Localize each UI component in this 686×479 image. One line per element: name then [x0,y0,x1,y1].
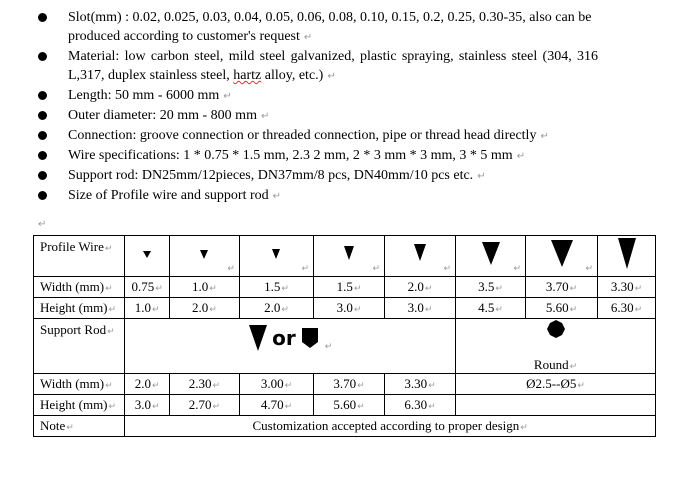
bullet-text [68,126,598,146]
width-cell: 1.0↵ [169,277,239,298]
width-cell: 3.70↵ [526,277,598,298]
support-height-cell: 5.60↵ [314,395,385,416]
profile-triangle-icon [409,241,431,267]
profile-shape-cell: ↵ [314,236,385,277]
round-rod-cell [456,319,656,374]
return-mark-icon: ↵ [477,171,486,182]
profile-shape-cell: ↵ [526,236,598,277]
support-width-cell: 3.00↵ [239,374,313,395]
bullet-wire-spec [38,146,598,166]
profile-shape-cell [125,236,170,277]
support-width-cell: 3.30↵ [385,374,456,395]
width-cell: 1.5↵ [239,277,313,298]
material-text-end: alloy, etc.) [261,68,324,83]
width-cell: 3.5↵ [456,277,526,298]
round-rod-icon [546,319,566,339]
note-label: Note↵ [34,416,125,437]
profile-triangle-icon [340,243,358,265]
bullet-dot [38,52,47,61]
profile-triangle-icon [614,236,640,272]
support-height-cell: 3.0↵ [125,395,170,416]
bullet-support-rod [38,166,598,186]
height-label: Height (mm)↵ [34,298,125,319]
bullet-dot [38,191,47,200]
bullet-text: Slot(mm) : 0.02, 0.025, 0.03, 0.04, 0.05, 0.06, 0.08, 0.10, 0.15, 0.2, 0.25, 0.30-35, also can be produced according to customer's request [68,10,592,44]
round-label: Round [533,357,569,372]
profile-wire-label: Profile Wire↵ [34,236,125,277]
width-label: Width (mm)↵ [34,277,125,298]
return-mark-icon: ↵ [516,151,526,162]
profile-triangle-icon [196,246,212,262]
bullet-text: Wire specifications: 1 * 0.75 * 1.5 mm, 2.3 2 mm, 2 * 3 mm * 3 mm, 3 * 5 mm [68,148,513,163]
width-cell: 1.5↵ [314,277,385,298]
spec-table [33,235,656,437]
keystone-rod-icon [300,326,320,350]
profile-shape-cell: ↵ [456,236,526,277]
profile-shape-cell: ↵ [385,236,456,277]
profile-triangle-icon [547,237,577,271]
width-label: Width (mm)↵ [34,374,125,395]
bullet-dot [38,171,47,180]
support-shape-cell [125,319,456,374]
spec-bullet-list [38,8,598,206]
bullet-dot [38,151,47,160]
support-height-cell: 6.30↵ [385,395,456,416]
support-shapes: or ↵ [129,324,451,352]
profile-height-row [34,298,656,319]
width-cell: 3.30↵ [598,277,656,298]
height-cell: 3.0↵ [314,298,385,319]
profile-shape-cell [598,236,656,277]
return-mark-icon: ↵ [223,91,232,102]
support-width-cell: 2.0↵ [125,374,170,395]
profile-triangle-icon [140,247,154,261]
bullet-size [38,186,598,206]
height-cell: 2.0↵ [239,298,313,319]
height-cell: 1.0↵ [125,298,170,319]
support-height-cell: 4.70↵ [239,395,313,416]
note-row [34,416,656,437]
note-text: Customization accepted according to proper design↵ [125,416,656,437]
bullet-text: Length: 50 mm - 6000 mm [68,88,220,103]
bullet-text: Outer diameter: 20 mm - 800 mm [68,108,257,123]
bullet-dot [38,111,47,120]
bullet-dot [38,91,47,100]
profile-shape-cell: ↵ [239,236,313,277]
or-text: or [272,326,296,350]
profile-triangle-icon [478,239,504,269]
return-mark-icon: ↵ [327,71,336,82]
width-cell: 0.75↵ [125,277,170,298]
support-rod-row [34,319,656,374]
round-rod: Round↵ [460,319,651,373]
bullet-connection [38,126,598,146]
empty-cell [456,395,656,416]
bullet-dot [38,131,47,140]
bullet-text: Support rod: DN25mm/12pieces, DN37mm/8 pcs, DN40mm/10 pcs etc. [68,168,474,183]
support-width-cell: 3.70↵ [314,374,385,395]
return-mark-icon: ↵ [272,191,282,202]
support-height-cell: 2.70↵ [169,395,239,416]
bullet-material [38,47,598,86]
material-text-start: Material: low carbon steel, mild steel galvanized, plastic spraying, stainless steel (304, 316 L,317, duplex stainless steel, [68,49,598,83]
bullet-slot [38,8,598,47]
support-rod-label: Support Rod↵ [34,319,125,374]
return-mark-icon: ↵ [38,219,47,230]
bullet-outer-diameter [38,106,598,126]
height-cell: 3.0↵ [385,298,456,319]
profile-wire-row [34,236,656,277]
height-cell: 4.5↵ [456,298,526,319]
height-cell: 2.0↵ [169,298,239,319]
support-width-cell: 2.30↵ [169,374,239,395]
bullet-length [38,86,598,106]
width-cell: 2.0↵ [385,277,456,298]
return-mark-icon: ↵ [260,111,270,122]
support-height-row [34,395,656,416]
support-width-row [34,374,656,395]
bullet-dot [38,13,47,22]
return-mark-icon: ↵ [303,32,313,43]
round-range-cell: Ø2.5--Ø5↵ [456,374,656,395]
triangle-rod-icon [248,324,268,352]
height-cell: 5.60↵ [526,298,598,319]
bullet-text [68,47,598,86]
connection-text: Connection: groove connection or threaded connection, pipe or thread head directly [68,128,537,143]
bullet-text: Size of Profile wire and support rod [68,188,269,203]
height-label: Height (mm)↵ [34,395,125,416]
profile-shape-cell: ↵ [169,236,239,277]
spellcheck-word: hartz [233,68,262,83]
profile-triangle-icon [268,245,284,263]
profile-width-row [34,277,656,298]
return-mark-icon: ↵ [540,131,549,142]
height-cell: 6.30↵ [598,298,656,319]
